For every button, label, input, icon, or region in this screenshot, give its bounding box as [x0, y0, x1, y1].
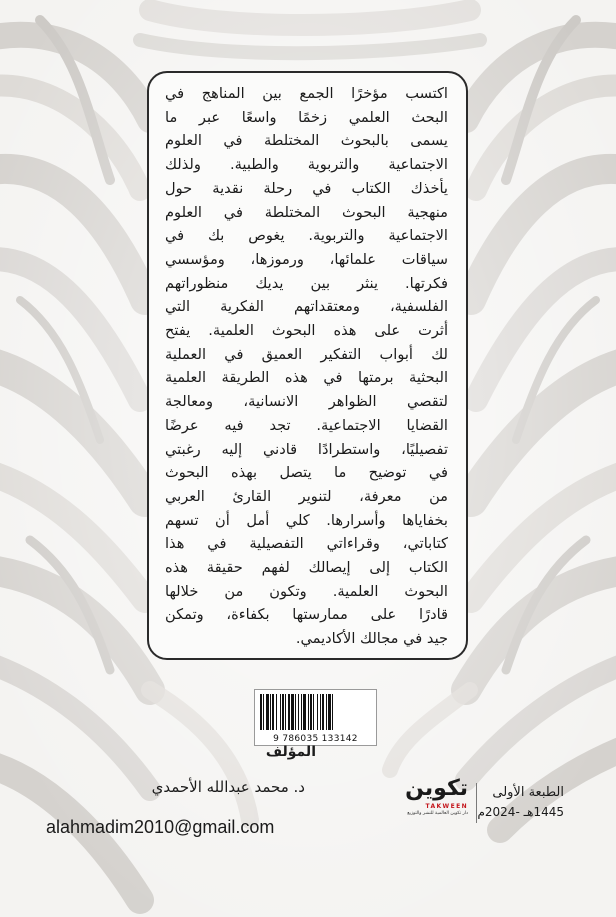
description-line: الاجتماعية والتربوية. يغوص بك في [165, 227, 448, 245]
description-line: في توضيح ما يتصل بهذه البحوث [165, 464, 448, 482]
description-line: أثرت على هذه البحوث العلمية. يفتح [165, 322, 448, 340]
description-line: منهجية البحوث المختلطة في العلوم [165, 203, 448, 221]
description-line: اكتسب مؤخرًا الجمع بين المناهج في [165, 85, 448, 102]
description-line: البحث العلمي زخمًا واسعًا عبر ما [165, 108, 448, 126]
publisher-logo [386, 776, 468, 820]
description-line: كتاباتي، وقراءاتي التفصيلية في هذا [165, 535, 448, 553]
description-line: تفصيليًا، واستطرادًا قادني إليه رغبتي [165, 440, 448, 458]
edition-year: 1445هـ -2024م [477, 805, 564, 819]
description-line: بخفاياها وأسرارها. كلي أمل أن تسهم [165, 511, 448, 529]
description-line: يسمى بالبحوث المختلطة في العلوم [165, 132, 448, 150]
publisher-name-english: TAKWEEN [425, 803, 468, 810]
description-line: يأخذك الكتاب في رحلة نقدية حول [165, 179, 448, 197]
edition-label: الطبعة الأولى [492, 785, 564, 800]
description-line: البحوث العلمية. وتكون من خلالها [165, 582, 448, 600]
description-line: لتقصي الظواهر الانسانية، ومعالجة [165, 393, 448, 411]
description-line: البحثية برمتها في هذه الطريقة العلمية [165, 369, 448, 387]
author-label: المؤلف [265, 744, 316, 760]
barcode-bars [255, 690, 376, 734]
publisher-name-arabic: تكوين [405, 776, 468, 801]
publisher-subtitle: دار تكوين العالمية للنشر والتوزيع [407, 811, 468, 816]
edition-info [477, 783, 564, 821]
description-line: لك أبواب التفكير العميق في العملية [165, 345, 448, 363]
description-panel [147, 71, 468, 660]
isbn-barcode [254, 689, 377, 746]
author-email: alahmadim2010@gmail.com [46, 817, 275, 837]
description-line: سياقات علمائها، ورموزها، ومؤسسي [165, 250, 448, 268]
description-line: من معرفة، لتنوير القارئ العربي [165, 487, 448, 505]
author-name: د. محمد عبدالله الأحمدي [151, 778, 305, 796]
description-line: فكرتها. ينثر بين يديك منظوراتهم [165, 274, 448, 292]
description-line: جيد في مجالك الأكاديمي. [295, 630, 448, 648]
description-line: الفلسفية، ومعتقداتهم الفكرية التي [165, 298, 448, 316]
description-line: القضايا الاجتماعية. تجد فيه عرضًا [165, 416, 448, 434]
description-line: قادرًا على ممارستها بكفاءة، وتمكن [165, 606, 448, 624]
description-line: الاجتماعية والتربوية والطبية. ولذلك [165, 156, 448, 174]
isbn-number: 9 786035 133142 [273, 734, 358, 744]
description-line: الكتاب إلى إيصالك لفهم حقيقة هذه [165, 559, 448, 577]
